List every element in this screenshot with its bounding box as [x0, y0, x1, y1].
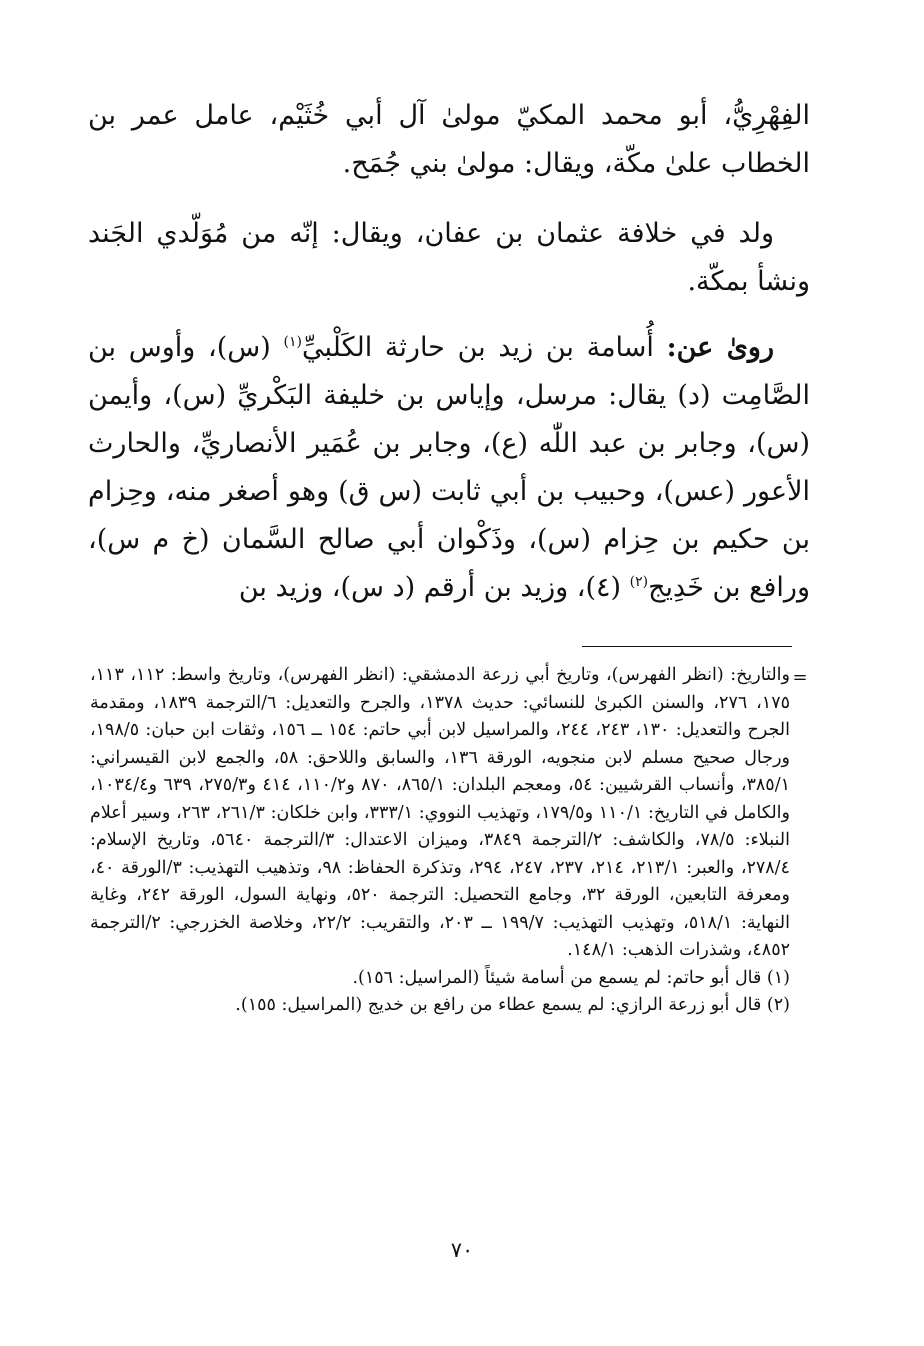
footnote-separator: [582, 646, 792, 647]
footnotes: [90, 662, 790, 1020]
footnote-continuation-mark: =: [792, 667, 808, 688]
paragraph-birth: ولد في خلافة عثمان بن عفان، ويقال: إنّه من مُوَلّدي الجَند ونشأ بمكّة.: [88, 218, 810, 297]
footnote-1: (١) قال أبو حاتم: لم يسمع من أسامة شيئاً (المراسيل: ١٥٦).: [352, 967, 790, 988]
paragraph-biography: الفِهْرِيُّ، أبو محمد المكيّ مولىٰ آل أبي خُثَيْم، عامل عمر بن الخطاب علىٰ مكّة، ويقال: مولىٰ بني جُمَح.: [88, 100, 810, 179]
footnote-2: (٢) قال أبو زرعة الرازي: لم يسمع عطاء من رافع بن خديج (المراسيل: ١٥٥).: [235, 995, 790, 1015]
narrated-from-text-b: (س)، وأوس بن الصَّامِت (د) يقال: مرسل، وإياس بن خليفة البَكْريِّ (س)، وأيمن (س)، وجابر بن عبد اللّٰه (ع)، وجابر بن عُمَير الأنصاريِّ، والحارث الأعور (عس)، وحبيب بن أبي ثابت (س ق) وهو أصغر منه، وحِزام بن حكيم بن حِزام (س)، وذَكْوان أبي صالح السَّمان (خ م س)، ورافع بن خَدِيج: [88, 332, 810, 603]
main-text: [88, 92, 810, 630]
footnote-ref-2: (٢): [629, 574, 649, 590]
page-number: ٧٠: [450, 1238, 474, 1262]
narrated-from-text-a: أُسامة بن زيد بن حارثة الكَلْبيِّ: [301, 332, 667, 363]
narrated-from-text-c: (٤)، وزيد بن أرقم (د س)، وزيد بن: [238, 572, 630, 603]
narrated-from-heading: روىٰ عن:: [666, 332, 775, 363]
footnote-ref-1: (١): [283, 334, 302, 350]
paragraph-narrated-from: [88, 324, 810, 612]
footnote-continuation: والتاريخ: (انظر الفهرس)، وتاريخ أبي زرعة الدمشقي: (انظر الفهرس)، وتاريخ واسط: ١١٢، ١١٣، ١٧٥، ٢٧٦، والسنن الكبرىٰ للنسائي: حديث ١٣٧٨، والجرح والتعديل: ٦/الترجمة ١٨٣٩، ومقدمة الجرح والتعديل: ١٣٠، ٢٤٣، ٢٤٤، والمراسيل لابن أبي حاتم: ١٥٤ ــ ١٥٦، وثقات ابن حبان: ١٩٨/٥، ورجال صحيح مسلم لابن منجويه، الورقة ١٣٦، والسابق واللاحق: ٥٨، والجمع لابن القيسراني: ٣٨٥/١، وأنساب القرشيين: ٥٤، ومعجم البلدان: ٨٦٥/١، ٨٧٠ و١١٠/٢، ٤١٤ و٢٧٥/٣، ٦٣٩ و١٠٣٤/٤، والكامل في التاريخ: ١١٠/١ و١٧٩/٥، وتهذيب النووي: ٣٣٣/١، وابن خلكان: ٢٦١/٣، ٢٦٣، وسير أعلام النبلاء: ٧٨/٥، والكاشف: ٢/الترجمة ٣٨٤٩، وميزان الاعتدال: ٣/الترجمة ٥٦٤٠، وتاريخ الإسلام: ٢٧٨/٤، والعبر: ٢١٣/١، ٢١٤، ٢٣٧، ٢٤٧، ٢٩٤، وتذكرة الحفاظ: ٩٨، وتذهيب التهذيب: ٣/الورقة ٤٠، ومعرفة التابعين، الورقة ٣٢، وجامع التحصيل: الترجمة ٥٢٠، ونهاية السول، الورقة ٢٤٢، وغاية النهاية: ٥١٨/١، وتهذيب التهذيب: ١٩٩/٧ ــ ٢٠٣، والتقريب: ٢٢/٢، وخلاصة الخزرجي: ٢/الترجمة ٤٨٥٢، وشذرات الذهب: ١٤٨/١.: [90, 665, 790, 960]
